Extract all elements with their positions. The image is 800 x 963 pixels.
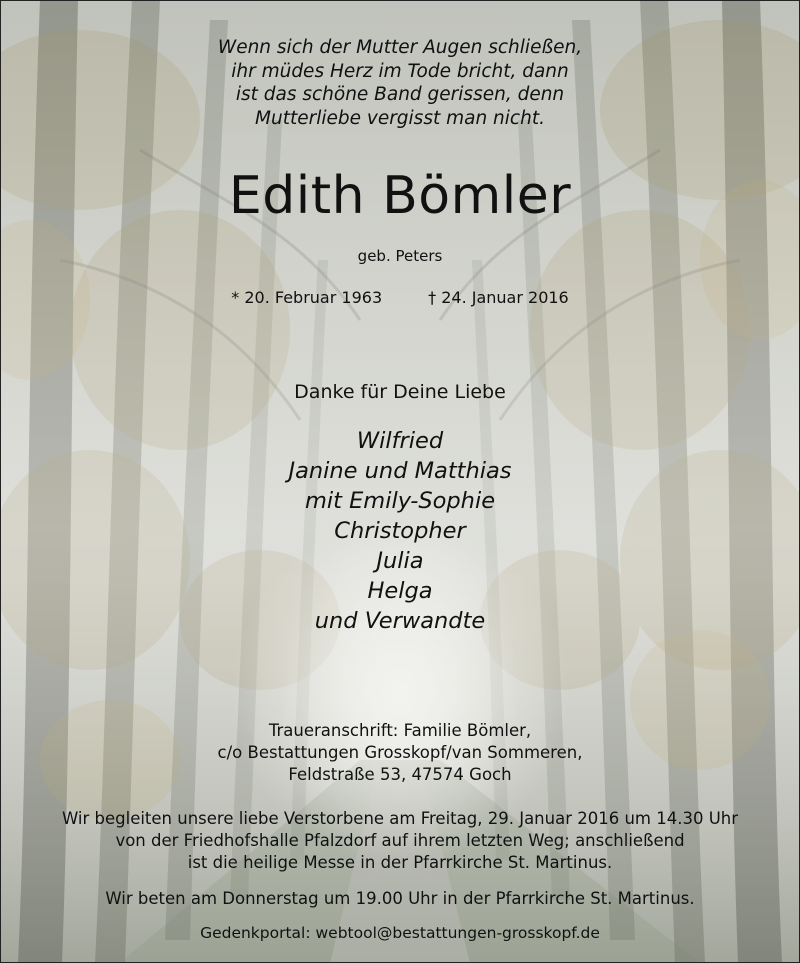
funeral-line: von der Friedhofshalle Pfalzdorf auf ihrem letzten Weg; anschließend — [115, 831, 685, 850]
mourner-name: Janine und Matthias — [288, 458, 512, 484]
prayer-notice: Wir beten am Donnerstag um 19.00 Uhr in der Pfarrkirche St. Martinus. — [105, 889, 695, 908]
funeral-line: Wir begleiten unsere liebe Verstorbene am Freitag, 29. Januar 2016 um 14.30 Uhr — [61, 809, 739, 828]
address-line: Traueranschrift: Familie Bömler, — [268, 721, 532, 740]
address-line: c/o Bestattungen Grosskopf/van Sommeren, — [217, 743, 583, 762]
poem-line: Mutterliebe vergisst man nicht. — [255, 107, 545, 129]
mourner-name: Wilfried — [356, 428, 444, 454]
poem-line: Wenn sich der Mutter Augen schließen, — [217, 37, 583, 58]
deceased-name: Edith Bömler — [228, 166, 572, 226]
death-date: † 24. Januar 2016 — [428, 288, 569, 307]
poem-line: ihr müdes Herz im Tode bricht, dann — [231, 60, 569, 82]
funeral-line: ist die heilige Messe in der Pfarrkirche St. Martinus. — [187, 853, 613, 872]
birth-date: * 20. Februar 1963 — [231, 288, 383, 307]
mourner-name: mit Emily-Sophie — [304, 488, 496, 514]
poem-line: ist das schöne Band gerissen, denn — [235, 84, 565, 105]
mourner-name: und Verwandte — [314, 608, 486, 634]
memorial-portal-link[interactable]: Gedenkportal: webtool@bestattungen-grosskopf.de — [200, 924, 600, 942]
mourner-name: Julia — [376, 548, 424, 574]
maiden-name: geb. Peters — [357, 247, 443, 265]
thanks-line: Danke für Deine Liebe — [294, 381, 506, 403]
mourner-name: Helga — [367, 578, 433, 604]
mourner-name: Christopher — [334, 518, 466, 544]
address-line: Feldstraße 53, 47574 Goch — [288, 765, 512, 784]
